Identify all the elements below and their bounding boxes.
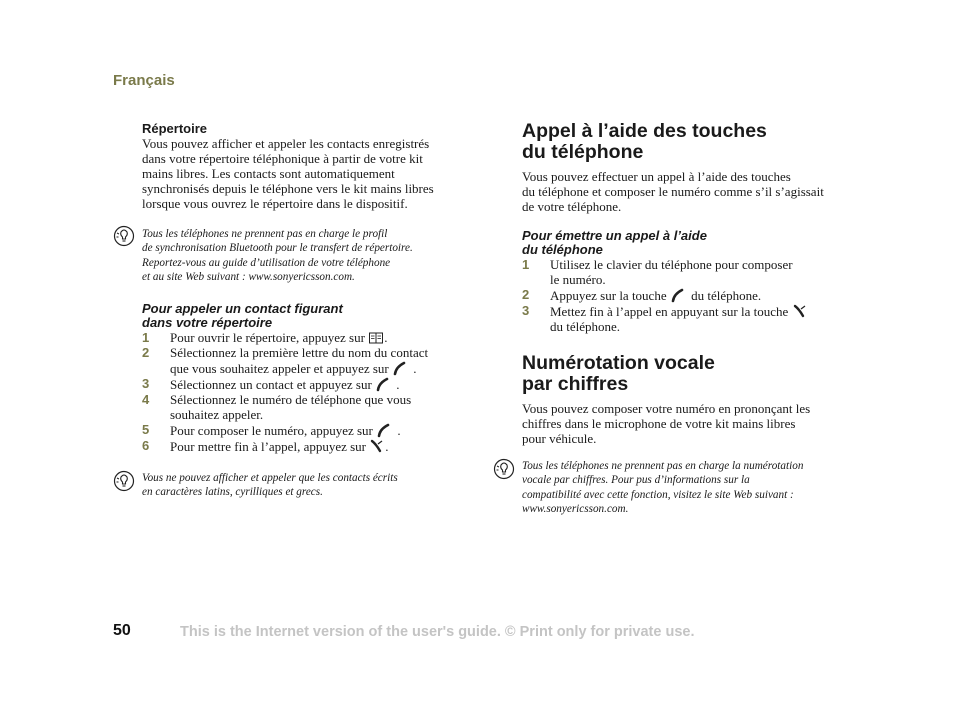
note-line: Tous les téléphones ne prennent pas en charge le profil: [142, 228, 388, 240]
repertoire-paragraph: [142, 136, 472, 211]
note-line: Tous les téléphones ne prennent pas en charge la numérotation: [522, 460, 804, 472]
note-line: de synchronisation Bluetooth pour le transfert de répertoire.: [142, 242, 413, 255]
text-line: de votre téléphone.: [522, 199, 622, 214]
step-text: Mettez fin à l’appel en appuyant sur la touche: [550, 304, 789, 319]
repertoire-heading: Répertoire: [142, 121, 208, 136]
step-number: 4: [142, 392, 150, 408]
step-text: souhaitez appeler.: [170, 407, 264, 423]
footer-notice: This is the Internet version of the user's guide. © Print only for private use.: [180, 624, 695, 640]
step-text: .: [413, 361, 417, 377]
step-text: Pour composer le numéro, appuyez sur: [170, 423, 373, 439]
step-item: [142, 438, 472, 454]
note-line: Vous ne pouvez afficher et appeler que les contacts écrits: [142, 472, 398, 485]
step-text: du téléphone.: [691, 288, 762, 303]
right-column: [522, 121, 862, 516]
text-line: lorsque vous ouvrez le répertoire dans le dispositif.: [142, 196, 408, 211]
step-text: .: [396, 377, 400, 393]
step-item: [142, 422, 472, 438]
step-number: 3: [522, 303, 530, 318]
step-number: 1: [142, 330, 150, 346]
step-text: Sélectionnez la première lettre du nom du contact: [170, 345, 429, 361]
call-icon: [670, 287, 688, 303]
text-line: Vous pouvez effectuer un appel à l’aide des touches: [522, 169, 791, 184]
heading-line: par chiffres: [522, 373, 629, 395]
end-call-icon: [792, 303, 808, 319]
subheading-line: Pour émettre un appel à l’aide: [522, 228, 707, 243]
text-line: du téléphone et composer le numéro comme s’il s’agissait: [522, 184, 824, 199]
note-voice-dialing: [522, 459, 862, 516]
note-line: compatibilité avec cette fonction, visitez le site Web suivant :: [522, 488, 794, 501]
make-call-steps: [522, 257, 862, 334]
step-number: 1: [522, 257, 530, 272]
step-text: .: [384, 330, 388, 346]
heading-line: du téléphone: [522, 141, 644, 163]
heading-line: Appel à l’aide des touches: [522, 120, 767, 142]
step-item: [142, 392, 472, 422]
step-text: Pour ouvrir le répertoire, appuyez sur: [170, 330, 365, 346]
step-item: [142, 330, 472, 345]
note-line: Reportez-vous au guide d’utilisation de votre téléphone: [142, 256, 391, 269]
tip-bulb-icon: [113, 225, 135, 247]
step-text: que vous souhaitez appeler et appuyez sur: [170, 361, 389, 377]
step-text: Utilisez le clavier du téléphone pour composer: [550, 257, 793, 272]
text-line: Vous pouvez composer votre numéro en prononçant les: [522, 401, 811, 416]
phone-keys-heading: [522, 121, 862, 163]
note-line: www.sonyericsson.com.: [522, 502, 629, 515]
note-sync-profile: [142, 227, 472, 284]
step-text: Appuyez sur la touche: [550, 288, 667, 303]
step-text: Sélectionnez le numéro de téléphone que vous: [170, 392, 412, 408]
step-number: 2: [142, 345, 150, 361]
step-text: .: [385, 439, 389, 455]
step-text: le numéro.: [550, 272, 606, 287]
step-number: 6: [142, 438, 150, 454]
text-line: synchronisés depuis le téléphone vers le kit mains libres: [142, 181, 434, 196]
text-line: mains libres. Les contacts sont automatiquement: [142, 166, 395, 181]
step-item: [142, 376, 472, 392]
page-number: 50: [113, 622, 131, 639]
section-language-label: Français: [113, 72, 175, 89]
step-text: .: [397, 423, 401, 439]
step-item: [522, 257, 862, 287]
tip-bulb-icon: [113, 470, 135, 492]
step-item: [142, 345, 472, 376]
left-column: [142, 121, 472, 500]
step-text: du téléphone.: [550, 319, 621, 334]
phonebook-icon: [368, 331, 384, 345]
subheading-line: Pour appeler un contact figurant: [142, 301, 343, 317]
call-icon: [392, 360, 410, 376]
text-line: dans votre répertoire téléphonique à partir de votre kit: [142, 151, 423, 166]
step-text: Pour mettre fin à l’appel, appuyez sur: [170, 439, 367, 455]
step-number: 2: [522, 287, 530, 302]
make-call-subheading: [522, 229, 862, 257]
step-text: Sélectionnez un contact et appuyez sur: [170, 377, 372, 393]
note-line: et au site Web suivant : www.sonyericsson.com.: [142, 270, 355, 283]
call-icon: [375, 376, 393, 392]
note-line: vocale par chiffres. Pour pus d’informations sur la: [522, 474, 750, 487]
step-number: 5: [142, 422, 150, 438]
voice-dialing-heading: [522, 353, 862, 395]
subheading-line: du téléphone: [522, 242, 603, 257]
note-character-sets: [142, 471, 472, 500]
text-line: chiffres dans le microphone de votre kit mains libres: [522, 416, 796, 431]
call-contact-steps: [142, 330, 472, 454]
voice-dialing-paragraph: [522, 401, 862, 446]
call-icon: [376, 422, 394, 438]
phone-keys-paragraph: [522, 169, 862, 214]
step-item: [522, 287, 862, 303]
end-call-icon: [369, 438, 385, 454]
tip-bulb-icon: [493, 458, 515, 480]
text-line: Vous pouvez afficher et appeler les contacts enregistrés: [142, 136, 430, 151]
step-item: [522, 303, 862, 334]
step-number: 3: [142, 376, 150, 392]
subheading-line: dans votre répertoire: [142, 315, 273, 331]
text-line: pour véhicule.: [522, 431, 597, 446]
note-line: en caractères latins, cyrilliques et grecs.: [142, 486, 323, 499]
call-contact-subheading: [142, 302, 472, 330]
heading-line: Numérotation vocale: [522, 352, 715, 374]
